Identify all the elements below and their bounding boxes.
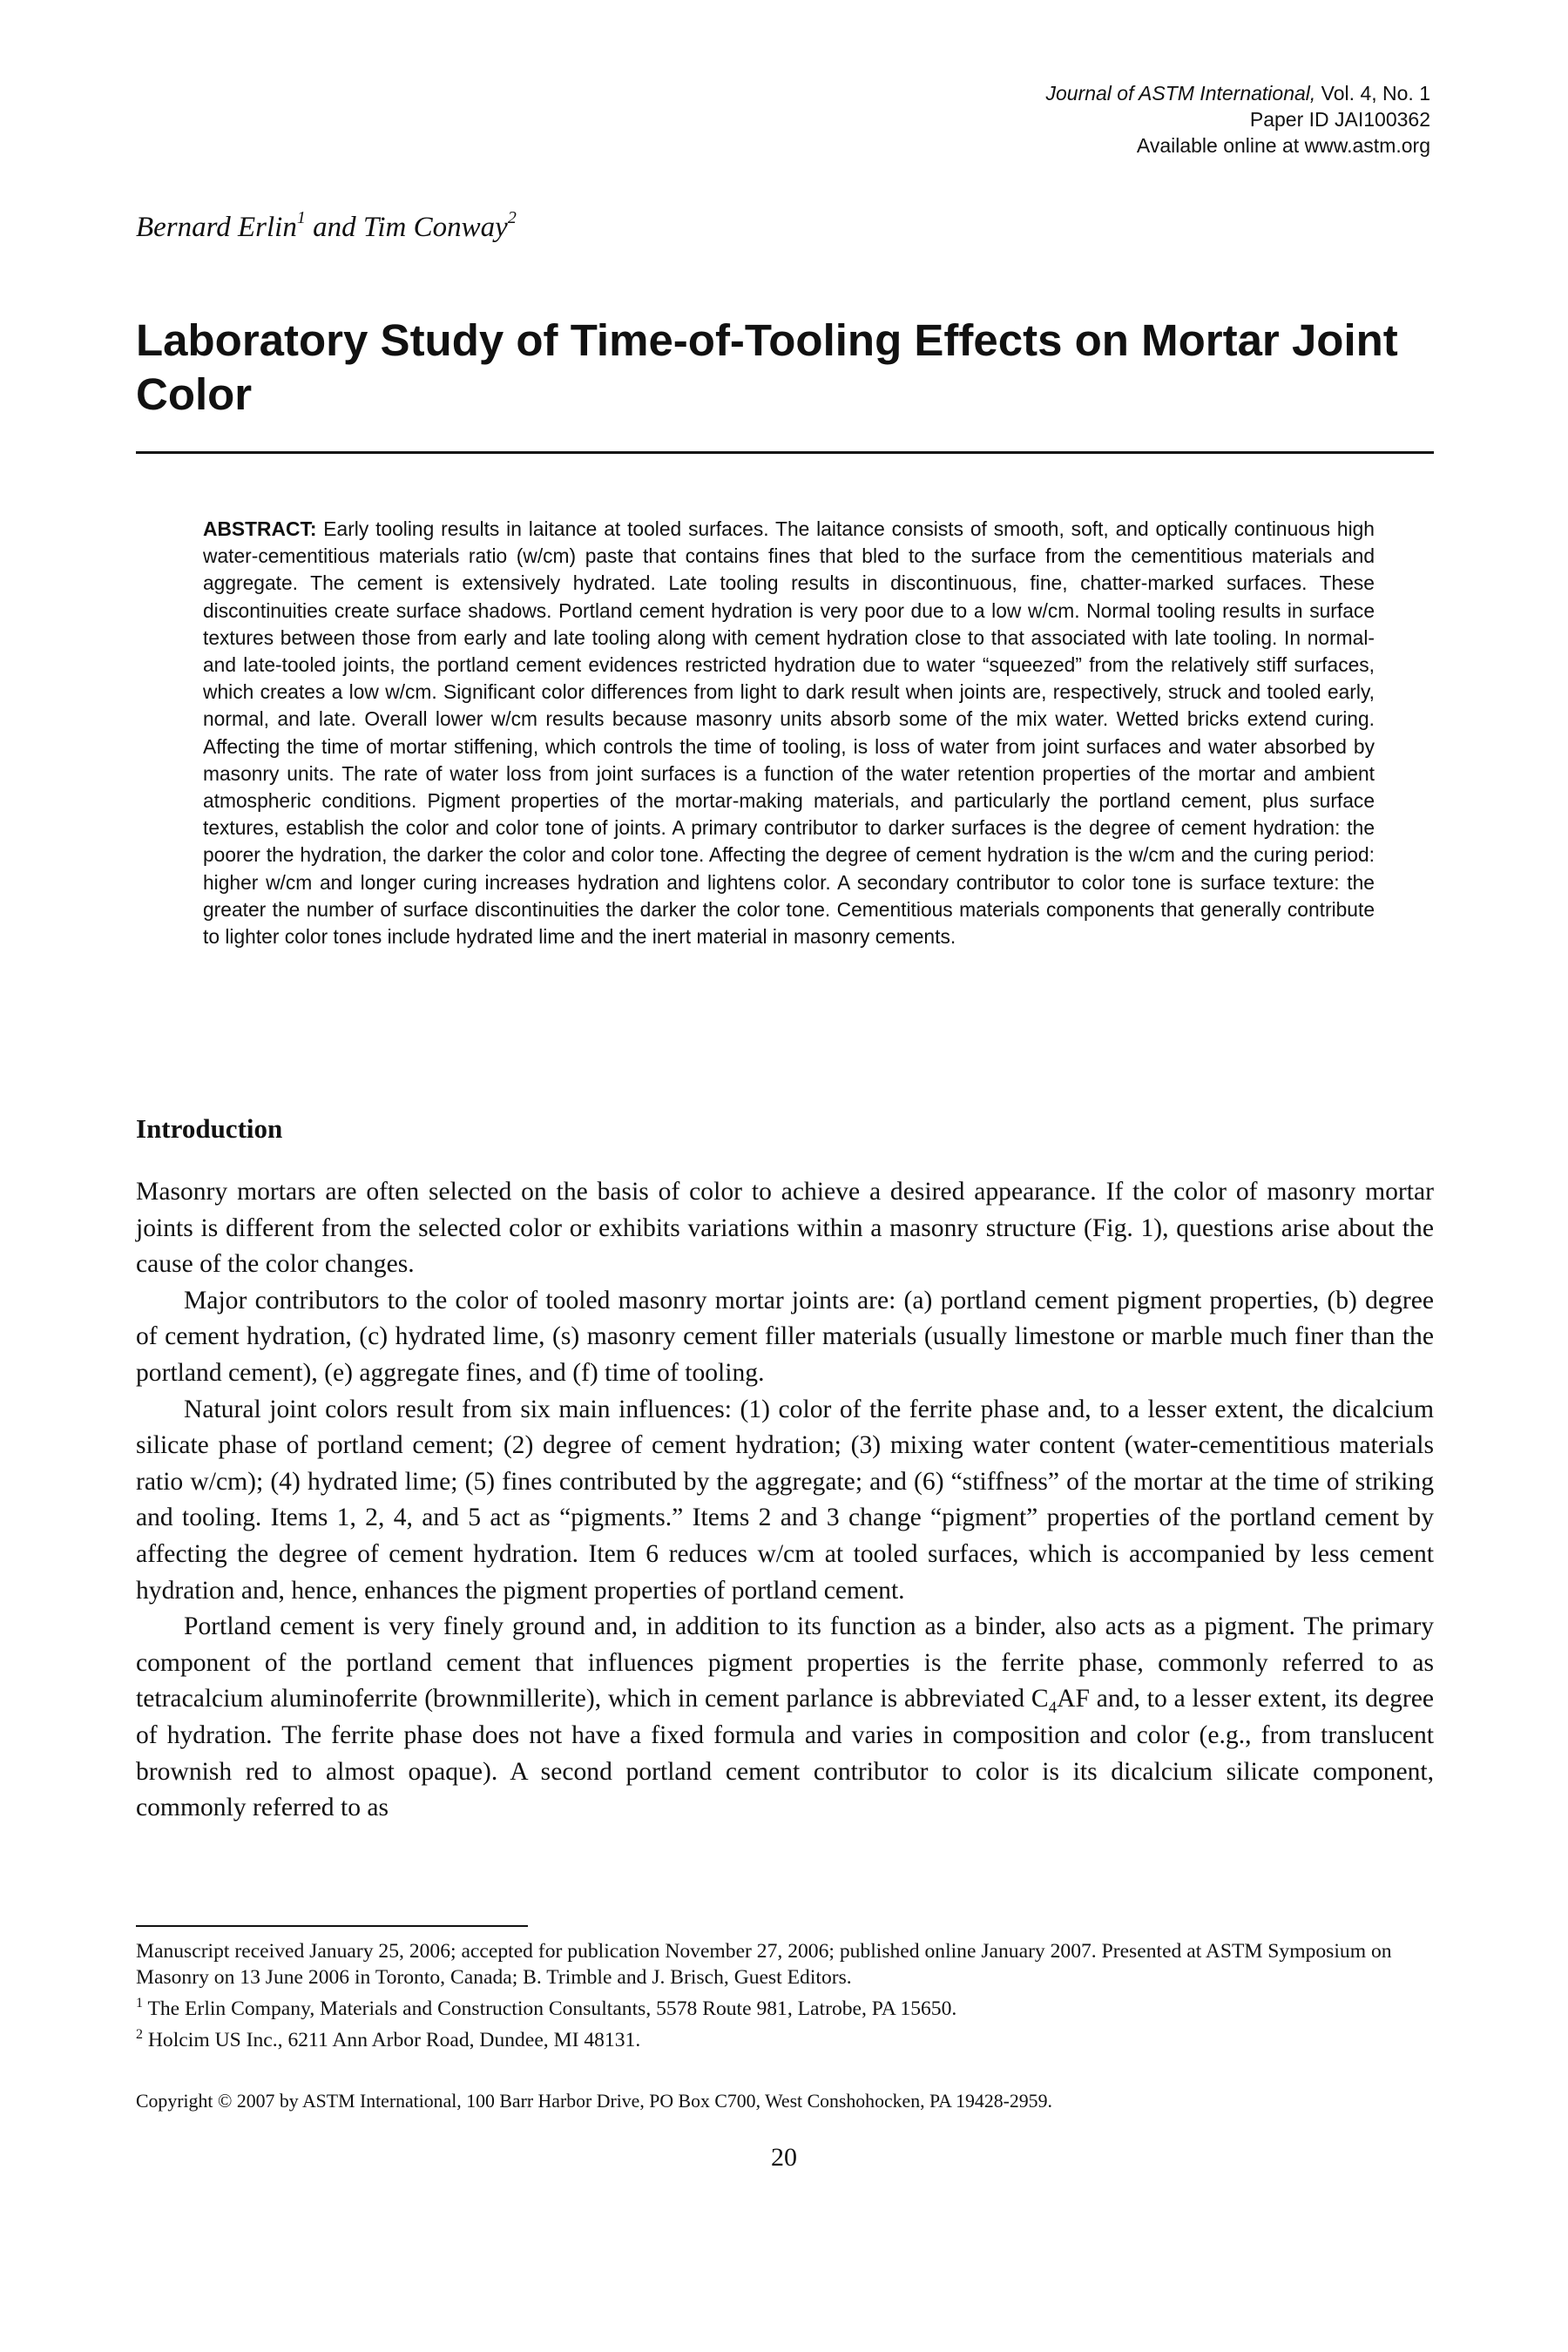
footnote-1-mark: 1 [136, 1996, 143, 2011]
section-heading-introduction: Introduction [136, 1113, 283, 1144]
footnotes [136, 1939, 1434, 2054]
footnote-1-text: The Erlin Company, Materials and Construction Consultants, 5578 Route 981, Latrobe, PA 15650. [143, 1997, 957, 2020]
author-2-affiliation-mark: 2 [507, 208, 517, 227]
footnote-2-text: Holcim US Inc., 6211 Ann Arbor Road, Dundee, MI 48131. [143, 2029, 641, 2052]
journal-name: Journal of ASTM International, [1045, 82, 1316, 105]
author-joiner: and [305, 212, 363, 243]
paper-id: Paper ID JAI100362 [1249, 108, 1430, 131]
abstract-text: Early tooling results in laitance at tooled surfaces. The laitance consists of smooth, soft, and optically continuous high water-cementitious materials ratio (w/cm) paste that contains fines that bled to the surface from the cementitious materials and aggregate. The cement is extensively hydrated. Late tooling results in discontinuous, fine, chatter-marked surfaces. These discontinuities create surface shadows. Portland cement hydration is very poor due to a low w/cm. Normal tooling results in surface textures between those from early and late tooling along with cement hydration close to that associated with late tooling. In normal- and late-tooled joints, the portland cement evidences restricted hydration due to water “squeezed” from the relatively stiff surfaces, which creates a low w/cm. Significant color differences from light to dark result when joints are, respectively, struck and tooled early, normal, and late. Overall lower w/cm results because masonry units absorb some of the mix water. Wetted bricks extend curing. Affecting the time of mortar stiffening, which controls the time of tooling, is loss of water from joint surfaces and water absorbed by masonry units. The rate of water loss from joint surfaces is a function of the water retention properties of the mortar and ambient atmospheric conditions. Pigment properties of the mortar-making materials, and particularly the portland cement, plus surface textures, establish the color and color tone of joints. A primary contributor to darker surfaces is the degree of cement hydration: the poorer the hydration, the darker the color and color tone. Affecting the degree of cement hydration is the w/cm and the curing period: higher w/cm and longer curing increases hydration and lightens color. A secondary contributor to color tone is surface texture: the greater the number of surface discontinuities the darker the color tone. Cementitious materials components that generally contribute to lighter color tones include hydrated lime and the inert material in masonry cements. [203, 517, 1375, 949]
abstract-label: ABSTRACT: [203, 517, 317, 540]
paragraph-4-subscript: 4 [1048, 1699, 1058, 1718]
paper-title: Laboratory Study of Time-of-Tooling Effects on Mortar Joint Color [136, 315, 1398, 419]
paragraph-1: Masonry mortars are often selected on the basis of color to achieve a desired appearance. If the color of masonry mortar joints is different from the selected color or exhibits variations within a masonry structure (Fig. 1), questions arise about the cause of the color changes. [136, 1178, 1434, 1279]
body-text [136, 1174, 1434, 1827]
paragraph-3: Natural joint colors result from six main influences: (1) color of the ferrite phase and, to a lesser extent, the dicalcium silicate phase of portland cement; (2) degree of cement hydration; (3) mixing water content (water-cementitious materials ratio w/cm); (4) hydrated lime; (5) fines contributed by the aggregate; and (6) “stiffness” of the mortar at the time of striking and tooling. Items 1, 2, 4, and 5 act as “pigments.” Items 2 and 3 change “pigment” properties of the portland cement by affecting the degree of cement hydration. Item 6 reduces w/cm at tooled surfaces, which is accompanied by less cement hydration and, hence, enhances the pigment properties of portland cement. [136, 1395, 1434, 1605]
title-divider [136, 451, 1434, 454]
paragraph-4-part-b: AF and, to a lesser extent, its degree of hydration. The ferrite phase does not have a fixed formula and varies in composition and color (e.g., from translucent brownish red to almost opaque). A second portland cement contributor to color is its dicalcium silicate component, commonly referred to as [136, 1685, 1434, 1822]
journal-volume: Vol. 4, No. 1 [1315, 82, 1430, 105]
author-2: Tim Conway [362, 212, 508, 243]
copyright-notice: Copyright © 2007 by ASTM International, 100 Barr Harbor Drive, PO Box C700, West Conshohocken, PA 19428-2959. [136, 2091, 1052, 2112]
author-1: Bernard Erlin [136, 212, 297, 243]
footnote-1 [136, 1990, 1434, 2022]
footnote-2-mark: 2 [136, 2027, 143, 2043]
author-1-affiliation-mark: 1 [296, 208, 306, 227]
journal-header [1045, 80, 1430, 159]
author-line [136, 208, 517, 244]
page-number: 20 [771, 2143, 797, 2172]
paragraph-4-part-a: Portland cement is very finely ground and, in addition to its function as a binder, also acts as a pigment. The primary component of the portland cement that influences pigment properties is the ferrite phase, commonly referred to as tetracalcium aluminoferrite (brownmillerite), which in cement parlance is abbreviated C [136, 1612, 1434, 1713]
footnote-divider [136, 1925, 528, 1927]
paragraph-2: Major contributors to the color of tooled masonry mortar joints are: (a) portland cement pigment properties, (b) degree of cement hydration, (c) hydrated lime, (s) masonry cement filler materials (usually limestone or marble much finer than the portland cement), (e) aggregate fines, and (f) time of tooling. [136, 1286, 1434, 1387]
footnote-manuscript: Manuscript received January 25, 2006; accepted for publication November 27, 2006; published online January 2007. Presented at ASTM Symposium on Masonry on 13 June 2006 in Toronto, Canada; B. Trimble and J. Brisch, Guest Editors. [136, 1940, 1392, 1989]
paragraph-4 [136, 1609, 1434, 1827]
journal-citation [1045, 80, 1430, 106]
availability-note: Available online at www.astm.org [1136, 134, 1430, 157]
abstract [203, 516, 1375, 950]
footnote-2 [136, 2022, 1434, 2053]
